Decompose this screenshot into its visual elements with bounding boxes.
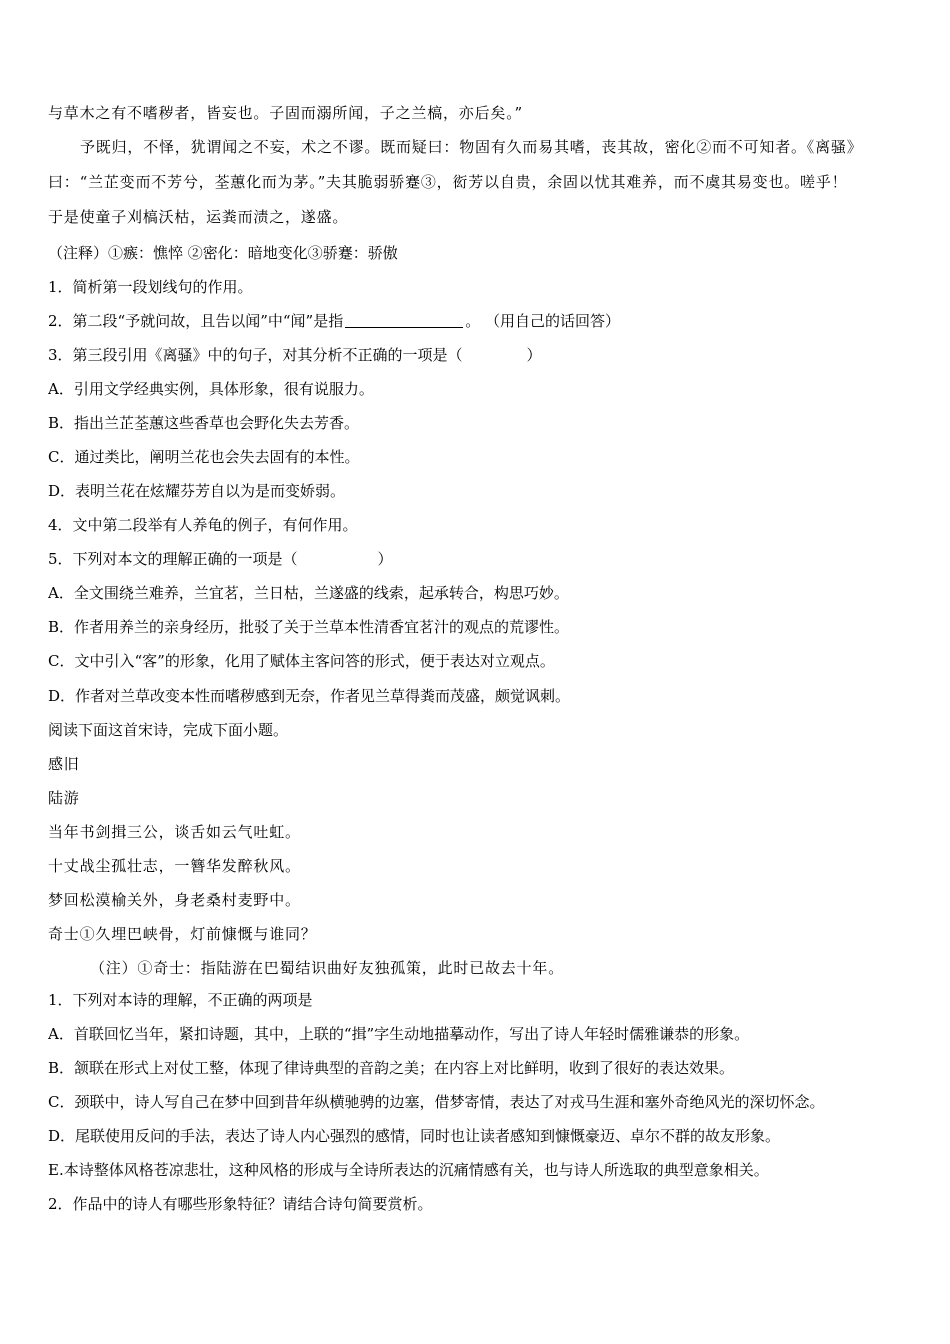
question-3-option-a: A．引用文学经典实例，具体形象，很有说服力。 (48, 380, 374, 398)
poem-line-1: 当年书剑揖三公，谈舌如云气吐虹。 (48, 823, 301, 841)
poem-line-2: 十丈战尘孤壮志，一簪华发醉秋风。 (48, 857, 301, 875)
poem-question-1: 1．下列对本诗的理解，不正确的两项是 (48, 991, 313, 1009)
question-5-close: ） (377, 550, 393, 568)
question-5 (48, 549, 908, 569)
poem-option-a: A．首联回忆当年，紧扣诗题，其中，上联的“揖”字生动地描摹动作，写出了诗人年轻时儒雅谦恭的形象。 (48, 1025, 750, 1043)
question-1: 1．简析第一段划线句的作用。 (48, 278, 253, 296)
poem-option-e: E.本诗整体风格苍凉悲壮，这种风格的形成与全诗所表达的沉痛情感有关，也与诗人所选取的典型意象相关。 (48, 1161, 769, 1179)
poem-option-c: C．颈联中，诗人写自己在梦中回到昔年纵横驰骋的边塞，借梦寄情，表达了对戎马生涯和塞外奇绝风光的深切怀念。 (48, 1093, 825, 1111)
question-3 (48, 345, 908, 365)
question-5-option-b: B．作者用养兰的亲身经历，批驳了关于兰草本性清香宜茗汁的观点的荒谬性。 (48, 618, 570, 636)
poem-line-3: 梦回松漠榆关外，身老桑村麦野中。 (48, 891, 301, 909)
question-3-option-d: D．表明兰花在炫耀芬芳自以为是而变娇弱。 (48, 482, 346, 500)
poem-note: （注）①奇士：指陆游在巴蜀结识曲好友独孤策，此时已故去十年。 (90, 959, 565, 977)
poem-option-b: B．颔联在形式上对仗工整，体现了律诗典型的音韵之美；在内容上对比鲜明，收到了很好的表达效果。 (48, 1059, 735, 1077)
passage-line-2: 予既归，不怿，犹谓闻之不妄，术之不谬。既而疑曰：物固有久而易其嗜，丧其故，密化②而不可知者。《离骚》 (80, 138, 863, 156)
poem-option-d: D．尾联使用反问的手法，表达了诗人内心强烈的感情，同时也让读者感知到慷慨豪迈、卓尔不群的故友形象。 (48, 1127, 781, 1145)
question-5-option-c: C．文中引入“客”的形象，化用了赋体主客问答的形式，便于表达对立观点。 (48, 652, 555, 670)
answer-blank (345, 312, 463, 328)
question-5-text: 5．下列对本文的理解正确的一项是（ (48, 550, 298, 568)
question-2 (48, 311, 908, 331)
question-3-option-b: B．指出兰芷荃蕙这些香草也会野化失去芳香。 (48, 414, 360, 432)
question-5-option-d: D．作者对兰草改变本性而嗜秽感到无奈，作者见兰草得粪而茂盛，颇觉讽刺。 (48, 687, 571, 705)
question-3-close: ） (526, 346, 542, 364)
question-5-option-a: A．全文围绕兰难养，兰宜茗，兰日枯，兰遂盛的线索，起承转合，构思巧妙。 (48, 584, 569, 602)
passage-line-1: 与草木之有不嗜秽者，皆妄也。子固而溺所闻，子之兰槁，亦后矣。” (48, 104, 523, 122)
question-4: 4．文中第二段举有人养龟的例子，有何作用。 (48, 516, 358, 534)
question-2-suffix: 。 （用自己的话回答） (465, 312, 621, 330)
poem-author: 陆游 (48, 789, 80, 807)
question-3-text: 3．第三段引用《离骚》中的句子，对其分析不正确的一项是（ (48, 346, 463, 364)
passage-line-4: 于是使童子刈槁沃枯，运粪而渍之，遂盛。 (48, 208, 349, 226)
poem-question-2: 2．作品中的诗人有哪些形象特征？请结合诗句简要赏析。 (48, 1195, 433, 1213)
question-3-option-c: C．通过类比，阐明兰花也会失去固有的本性。 (48, 448, 360, 466)
passage-note: （注释）①瘯：憔悴 ②密化：暗地变化③骄蹇：骄傲 (48, 244, 398, 262)
poem-intro: 阅读下面这首宋诗，完成下面小题。 (48, 721, 289, 739)
poem-title: 感旧 (48, 755, 80, 773)
question-2-text: 2．第二段“予就问故，且告以闻”中“闻”是指 (48, 312, 344, 330)
passage-line-3: 曰：“兰芷变而不芳兮，荃蕙化而为茅。”夫其脆弱骄蹇③，衒芳以自贵，余固以忧其难养，而不虞其易变也。嗟乎！ (48, 173, 848, 191)
poem-line-4: 奇士①久埋巴峡骨，灯前慷慨与谁同？ (48, 925, 317, 943)
